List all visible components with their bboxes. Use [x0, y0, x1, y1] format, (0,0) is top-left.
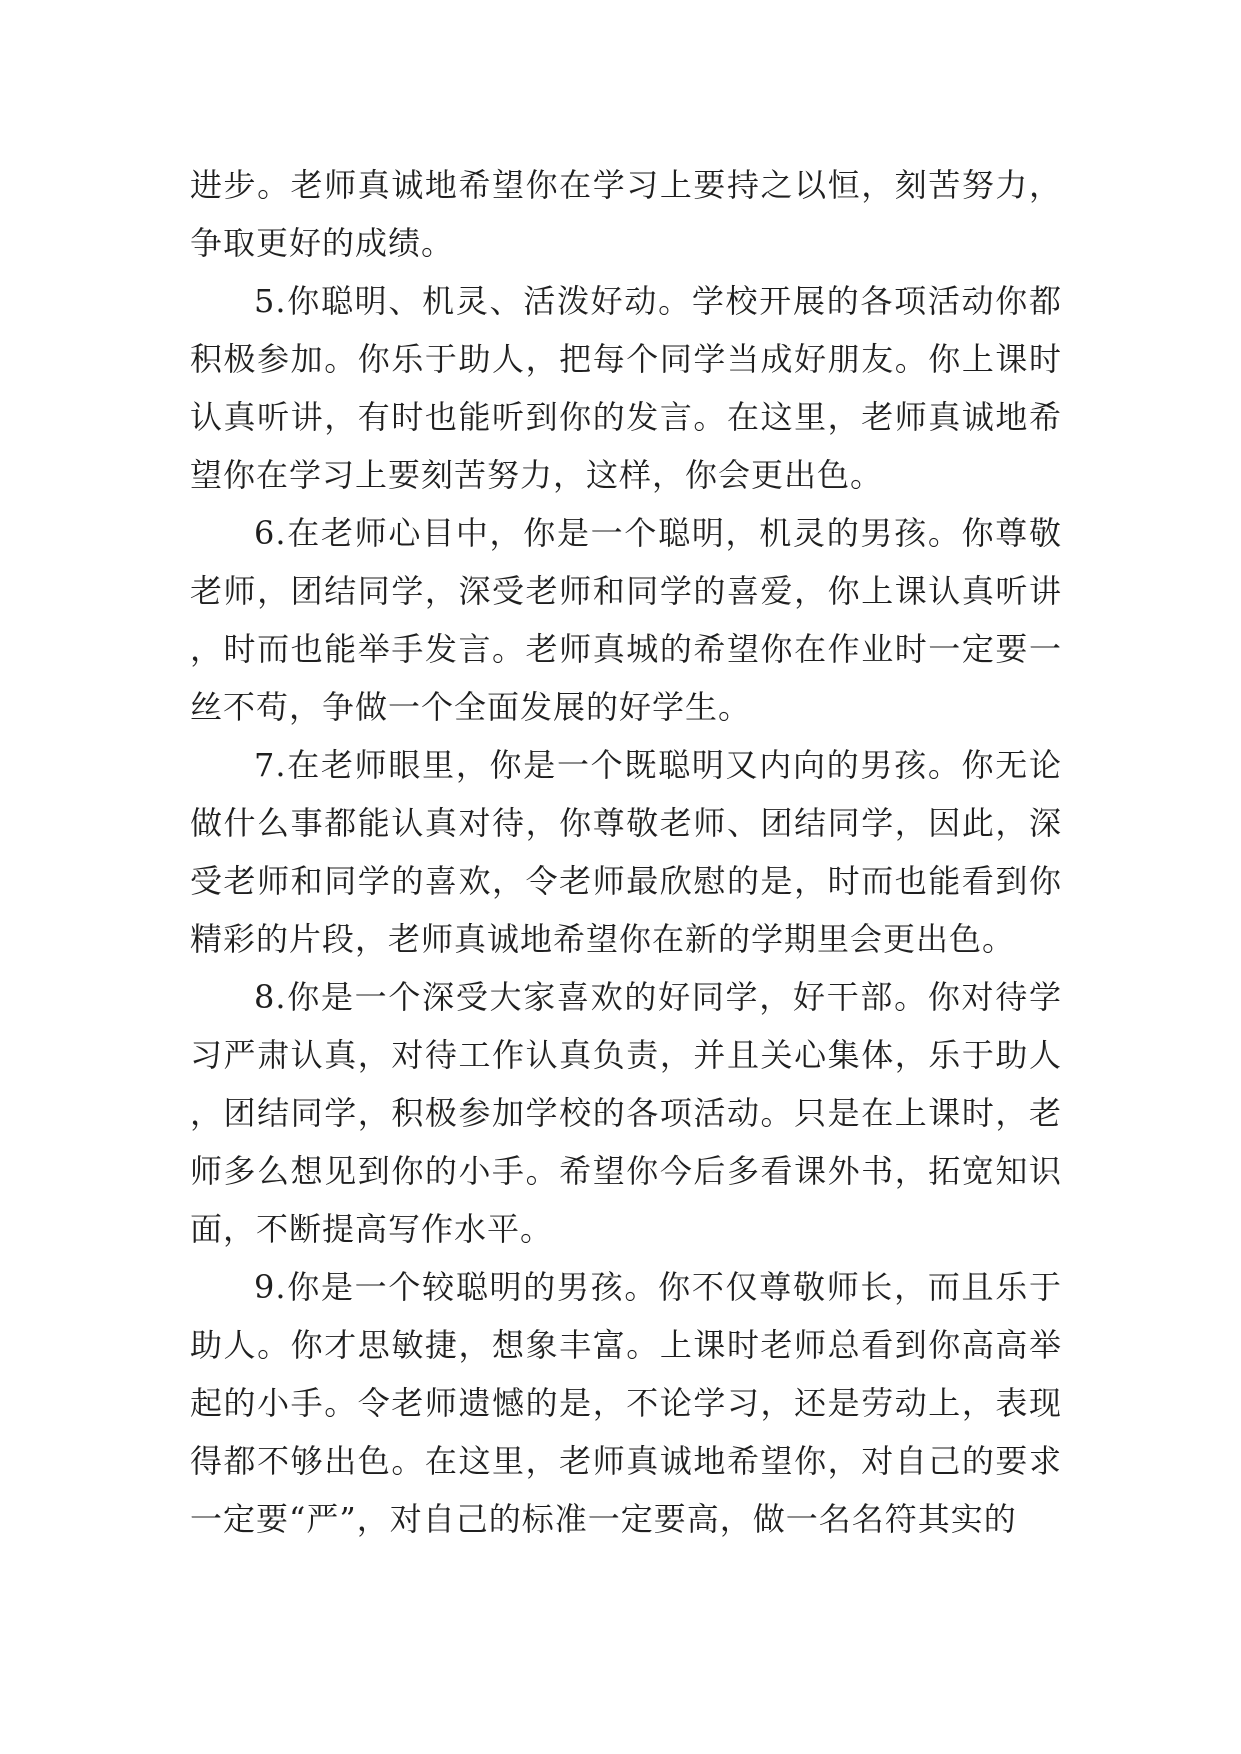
paragraph-comment-8: 8.你是一个深受大家喜欢的好同学，好干部。你对待学习严肃认真，对待工作认真负责，并且关心集体，乐于助人，团结同学，积极参加学校的各项活动。只是在上课时，老师多么想见到你的小手。希望你今后多看课外书，拓宽知识面，不断提高写作水平。 — [190, 978, 1062, 1248]
paragraph-comment-6: 6.在老师心目中，你是一个聪明，机灵的男孩。你尊敬老师，团结同学，深受老师和同学的喜爱，你上课认真听讲，时而也能举手发言。老师真城的希望你在作业时一定要一丝不苟，争做一个全面发展的好学生。 — [190, 514, 1062, 726]
paragraph-comment-7: 7.在老师眼里，你是一个既聪明又内向的男孩。你无论做什么事都能认真对待，你尊敬老师、团结同学，因此，深受老师和同学的喜欢，令老师最欣慰的是，时而也能看到你精彩的片段，老师真诚地希望你在新的学期里会更出色。 — [190, 746, 1062, 958]
paragraph-comment-5: 5.你聪明、机灵、活泼好动。学校开展的各项活动你都积极参加。你乐于助人，把每个同学当成好朋友。你上课时认真听讲，有时也能听到你的发言。在这里，老师真诚地希望你在学习上要刻苦努力，这样，你会更出色。 — [190, 282, 1062, 494]
paragraph-comment-9: 9.你是一个较聪明的男孩。你不仅尊敬师长，而且乐于助人。你才思敏捷，想象丰富。上课时老师总看到你高高举起的小手。令老师遗憾的是，不论学习，还是劳动上，表现得都不够出色。在这里，老师真诚地希望你，对自己的要求一定要“严”，对自己的标准一定要高，做一名名符其实的 — [190, 1268, 1062, 1538]
document-body — [190, 156, 1062, 1548]
paragraph-continuation: 进步。老师真诚地希望你在学习上要持之以恒，刻苦努力，争取更好的成绩。 — [190, 166, 1062, 262]
